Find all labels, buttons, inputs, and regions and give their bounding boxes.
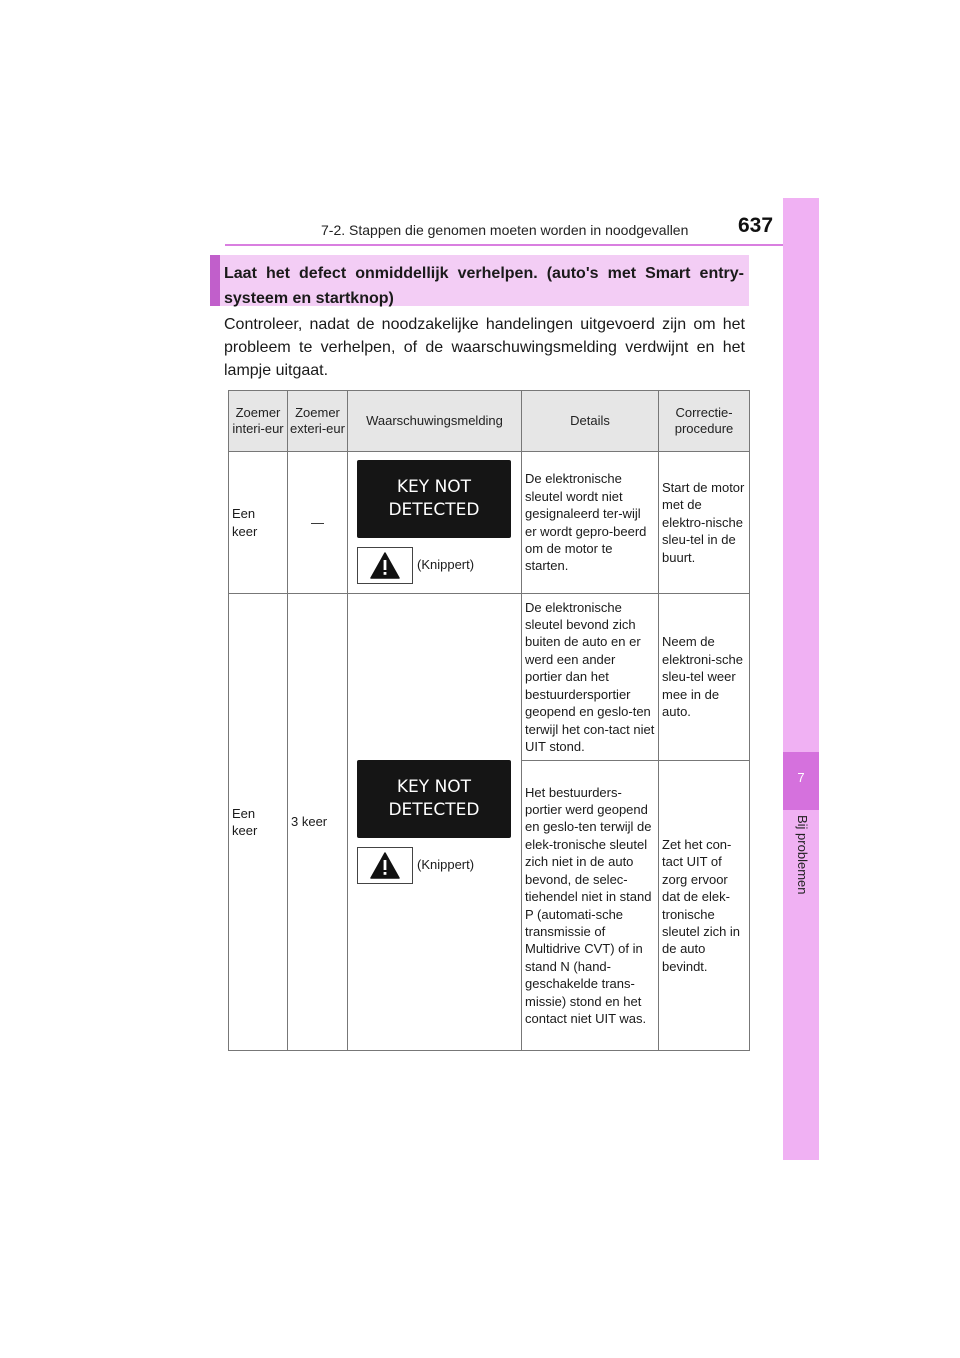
col-header-buzzer-interior: Zoemer interi-eur — [229, 391, 288, 452]
col-header-message: Waarschuwingsmelding — [348, 391, 522, 452]
page-number: 637 — [738, 214, 774, 237]
chapter-side-tab — [783, 198, 819, 1160]
correction-cell: Zet het con-tact UIT of zorg ervoor dat de elek-tronische sleutel zich in de auto bevindt. — [659, 761, 750, 1051]
details-cell: De elektronische sleutel bevond zich buiten de auto en er werd een ander portier dan het bestuurdersportier geopend en geslo-ten terwijl het con-tact niet UIT stond. — [522, 594, 659, 761]
col-header-details: Details — [522, 391, 659, 452]
chapter-label-text: Bij problemen — [795, 815, 810, 895]
buzzer-interior-cell: Een keer — [229, 594, 288, 1051]
message-cell — [348, 452, 522, 594]
col-header-correction: Correctie-procedure — [659, 391, 750, 452]
key-not-detected-display: KEY NOT DETECTED — [357, 460, 511, 538]
buzzer-exterior-cell: — — [288, 452, 348, 594]
warning-table — [228, 390, 750, 1051]
chapter-label — [792, 815, 810, 935]
correction-cell: Neem de elektroni-sche sleu-tel weer mee in de auto. — [659, 594, 750, 761]
chapter-number: 7 — [797, 770, 805, 785]
table-header-row — [229, 391, 750, 452]
col-header-buzzer-exterior: Zoemer exteri-eur — [288, 391, 348, 452]
intro-paragraph: Controleer, nadat de noodzakelijke handelingen uitgevoerd zijn om het probleem te verhelpen, of de waarschuwingsmelding verdwijnt en het lampje uitgaat. — [224, 316, 745, 379]
warning-light-box — [357, 547, 413, 584]
heading-text: Laat het defect onmiddellijk verhelpen. (auto's met Smart entry-systeem en startknop) — [224, 265, 744, 307]
blink-label: (Knippert) — [417, 857, 475, 872]
blink-label: (Knippert) — [417, 557, 475, 572]
correction-cell: Start de motor met de elektro-nische sleu-tel in de buurt. — [659, 452, 750, 594]
section-title: 7-2. Stappen die genomen moeten worden in noodgevallen — [321, 222, 689, 238]
message-cell — [348, 594, 522, 1051]
buzzer-exterior-cell: 3 keer — [288, 594, 348, 1051]
key-not-detected-display: KEY NOT DETECTED — [357, 760, 511, 838]
buzzer-interior-cell: Een keer — [229, 452, 288, 594]
table-row — [229, 452, 750, 594]
heading-accent-bar — [210, 255, 220, 306]
details-cell: De elektronische sleutel wordt niet gesignaleerd ter-wijl er wordt gepro-beerd om de motor te starten. — [522, 452, 659, 594]
warning-triangle-icon — [370, 852, 400, 879]
warning-triangle-icon — [370, 552, 400, 579]
details-cell: Het bestuurders-portier werd geopend en geslo-ten terwijl de elek-tronische sleutel zich niet in de auto bevond, de selec-tiehendel niet in stand P (automati-sche transmissie of Multidrive CVT) of in stand N (hand-geschakelde trans-missie) stond en het contact niet UIT was. — [522, 761, 659, 1051]
table-row — [229, 594, 750, 761]
warning-light-box — [357, 847, 413, 884]
header-rule — [225, 244, 819, 246]
